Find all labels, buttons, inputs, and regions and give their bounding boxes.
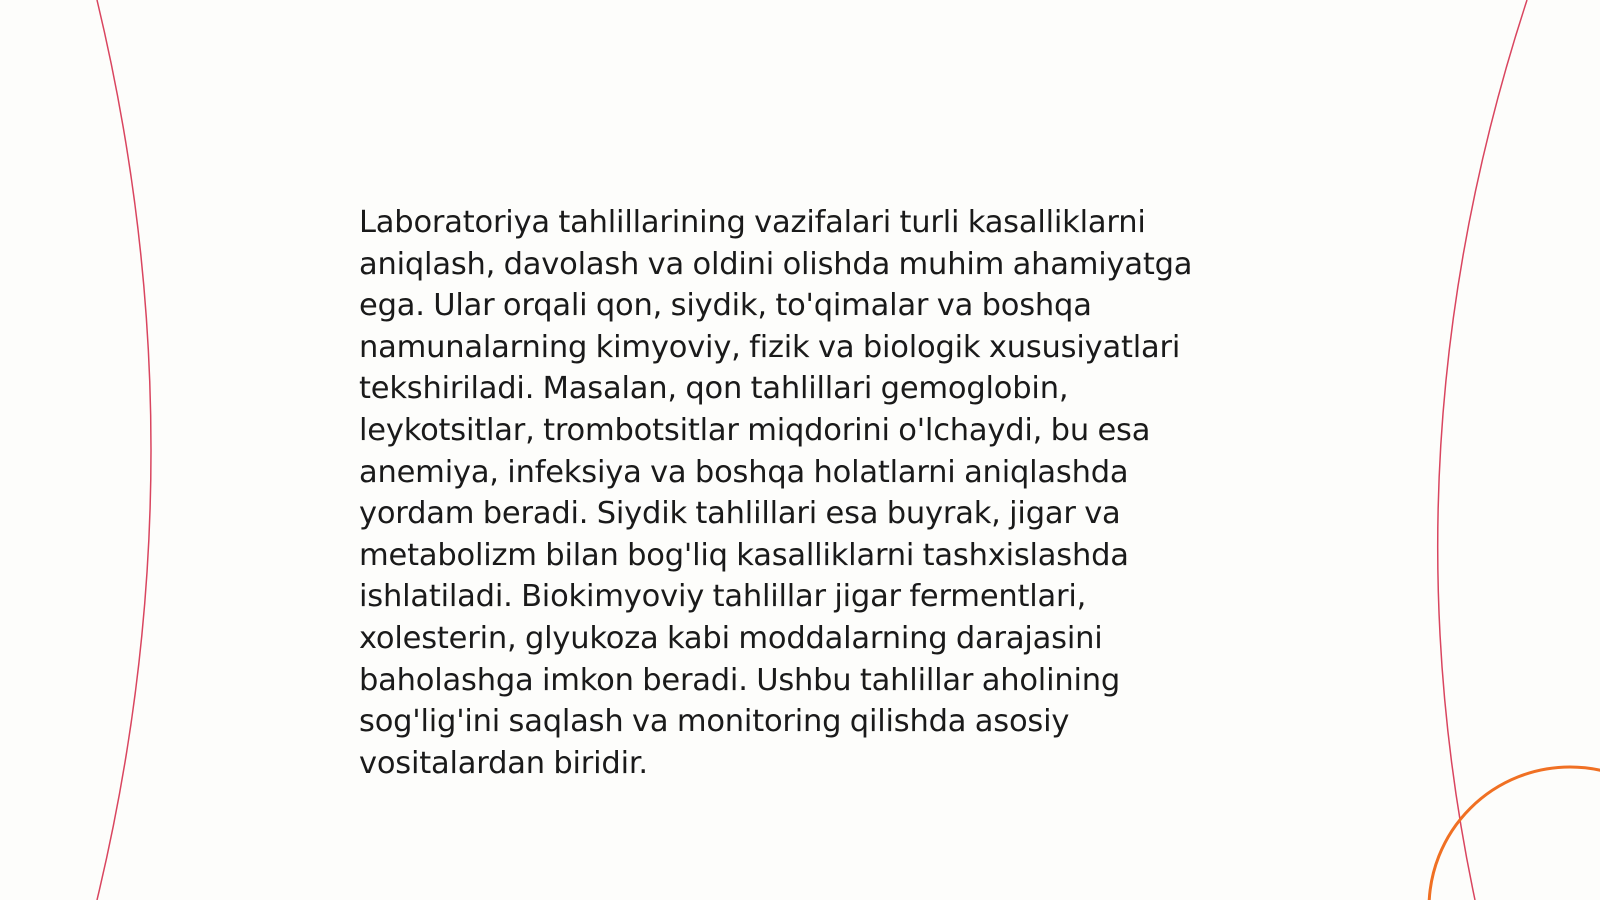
slide-body-text: Laboratoriya tahlillarining vazifalari turli kasalliklarni aniqlash, davolash va oldini olishda muhim ahamiyatga ega. Ular orqali qon, siydik, to'qimalar va boshqa namunalarning kimyoviy, fizik va biologik xususiyatlari tekshiriladi. Masalan, qon tahlillari gemoglobin, leykotsitlar, trombotsitlar miqdorini o'lchaydi, bu esa anemiya, infeksiya va boshqa holatlarni aniqlashda yordam beradi. Siydik tahlillari esa buyrak, jigar va metabolizm bilan bog'liq kasalliklarni tashxislashda ishlatiladi. Biokimyoviy tahlillar jigar fermentlari, xolesterin, glyukoza kabi moddalarning darajasini baholashga imkon beradi. Ushbu tahlillar aholining sog'lig'ini saqlash va monitoring qilishda asosiy vositalardan biridir. [359,205,1193,781]
left-arc-line [97,0,151,900]
right-arc-line [1438,0,1527,900]
